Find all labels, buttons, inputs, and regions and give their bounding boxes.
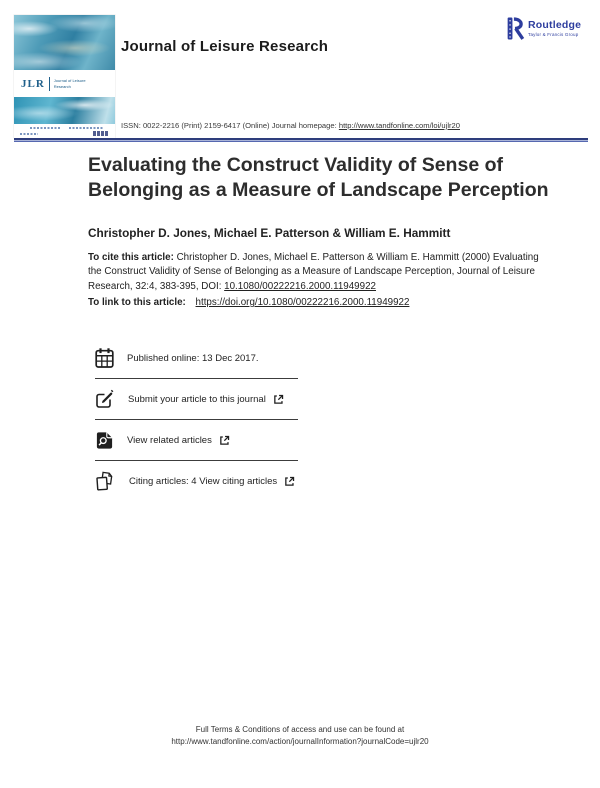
related-articles-icon xyxy=(95,430,114,451)
cite-text: Christopher D. Jones, Michael E. Patterson & William E. Hammitt (2000) Evaluating the Construct Validity of Sense of Belonging as a Measure of Landscape Perception, Journal of Leisure Research, 32:4, 383-395, DOI: xyxy=(88,252,539,292)
cover-title-band xyxy=(14,70,115,97)
external-link-icon xyxy=(284,476,295,487)
published-online-row xyxy=(95,338,298,378)
publisher-tagline: Taylor & Francis Group xyxy=(528,32,579,37)
cover-microtext xyxy=(30,127,60,129)
cover-microtext xyxy=(20,133,38,135)
article-actions xyxy=(95,338,298,501)
masthead-rule xyxy=(14,138,588,142)
cite-label: To cite this article: xyxy=(88,252,174,263)
link-line xyxy=(88,297,409,308)
cover-footer xyxy=(14,124,115,138)
cite-doi-link[interactable]: 10.1080/00222216.2000.11949922 xyxy=(224,280,376,292)
article-authors: Christopher D. Jones, Michael E. Patterson & William E. Hammitt xyxy=(88,226,451,240)
submit-article-label: Submit your article to this journal xyxy=(128,393,266,405)
terms-footer xyxy=(0,724,600,749)
calendar-icon xyxy=(95,347,114,369)
citation-block xyxy=(88,251,540,294)
terms-line: Full Terms & Conditions of access and use can be found at xyxy=(195,725,405,734)
link-label: To link to this article: xyxy=(88,297,186,308)
cover-publisher-stamp xyxy=(93,131,109,136)
journal-cover-thumbnail xyxy=(14,15,115,138)
citing-articles-icon xyxy=(95,471,116,492)
cover-journal-name: Journal of Leisure Research xyxy=(53,78,86,89)
article-title: Evaluating the Construct Validity of Sense of Belonging as a Measure of Landscape Perception xyxy=(88,154,549,202)
citing-articles-row[interactable] xyxy=(95,461,298,501)
cover-wave-photo-top xyxy=(14,15,115,70)
journal-homepage-link[interactable]: http://www.tandfonline.com/loi/ujlr20 xyxy=(338,121,460,130)
issn-line xyxy=(121,121,460,130)
publisher-name: Routledge xyxy=(528,19,582,31)
published-online-label: Published online: 13 Dec 2017. xyxy=(127,352,259,364)
external-link-icon xyxy=(219,435,230,446)
issn-text: ISSN: 0022-2216 (Print) 2159-6417 (Online) Journal homepage: xyxy=(121,121,337,130)
article-doi-link[interactable]: https://doi.org/10.1080/00222216.2000.11949922 xyxy=(195,297,410,308)
cover-divider xyxy=(49,77,50,91)
related-articles-label: View related articles xyxy=(127,434,212,446)
routledge-r-icon xyxy=(507,17,525,40)
related-articles-row[interactable] xyxy=(95,420,298,460)
submit-article-row[interactable] xyxy=(95,379,298,419)
jlr-monogram: JLR xyxy=(21,77,45,90)
citing-articles-label: Citing articles: 4 View citing articles xyxy=(129,475,278,487)
submit-article-icon xyxy=(95,389,115,409)
routledge-logo xyxy=(507,17,581,40)
external-link-icon xyxy=(273,394,284,405)
cover-wave-photo-bottom xyxy=(14,97,115,124)
terms-url[interactable]: http://www.tandfonline.com/action/journalInformation?journalCode=ujlr20 xyxy=(171,737,429,747)
journal-name-heading: Journal of Leisure Research xyxy=(121,38,329,55)
cover-microtext xyxy=(69,127,103,129)
